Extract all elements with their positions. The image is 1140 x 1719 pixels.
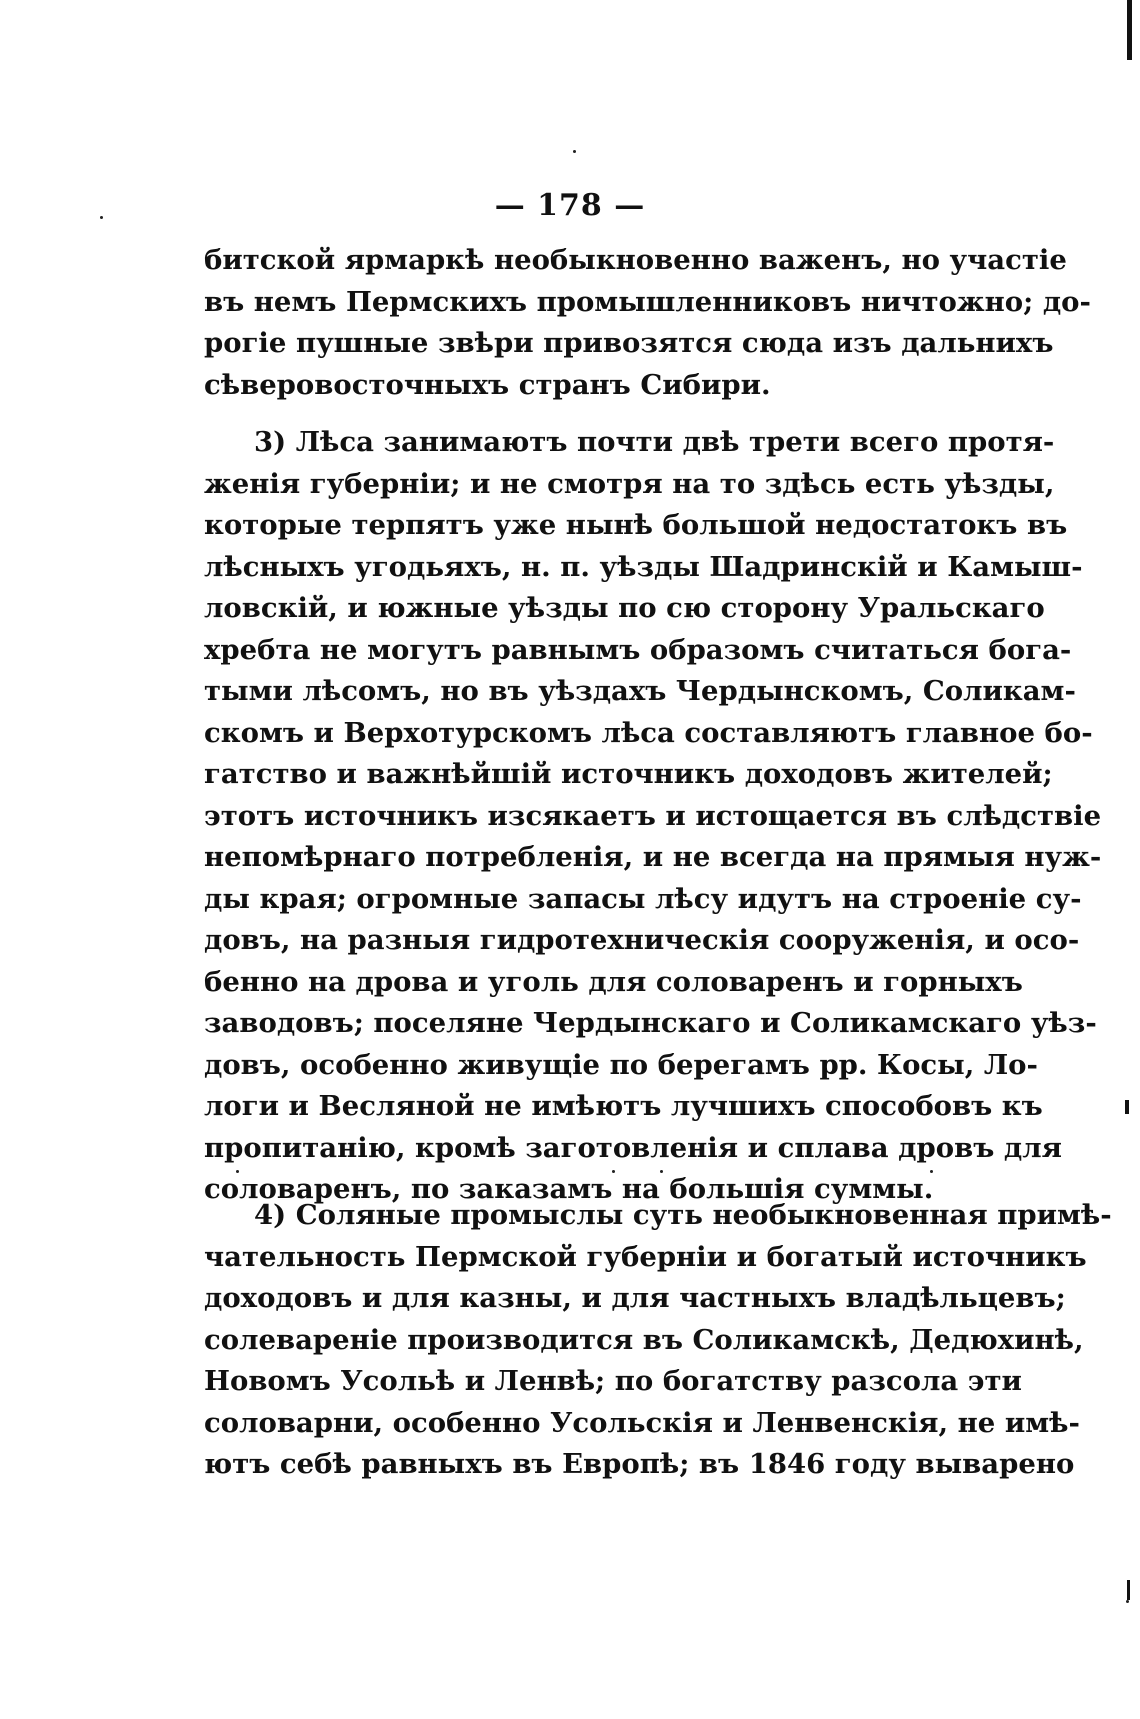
text-line: женія губерніи; и не смотря на то здѣсь есть уѣзды, — [204, 467, 1055, 500]
text-line: этотъ источникъ изсякаетъ и истощается въ слѣдствіе — [204, 799, 1102, 832]
text-line: солевареніе производится въ Соликамскѣ, Дедюхинѣ, — [204, 1323, 1084, 1356]
text-line: лѣсныхъ угодьяхъ, н. п. уѣзды Шадринскій и Камыш- — [204, 550, 1083, 583]
scan-speck — [236, 1170, 239, 1173]
text-line: 3) Лѣса занимаютъ почти двѣ трети всего протя- — [254, 426, 1055, 458]
text-line: чательность Пермской губерніи и богатый источникъ — [204, 1240, 1087, 1273]
text-line: пропитанію, кромѣ заготовленія и сплава дровъ для — [204, 1131, 1062, 1164]
text-line: хребта не могутъ равнымъ образомъ считаться бога- — [204, 633, 1072, 666]
paragraph-salt-works — [204, 1195, 1112, 1486]
text-line: довъ, на разныя гидротехническія сооруженія, и осо- — [204, 924, 1080, 956]
text-line: скомъ и Верхотурскомъ лѣса составляютъ главное бо- — [204, 716, 1093, 749]
scan-speck — [612, 1170, 615, 1173]
scan-margin-mark — [1127, 0, 1132, 60]
text-line: рогіе пушные звѣри привозятся сюда изъ дальнихъ — [204, 327, 1054, 359]
text-line: соловаренъ, по заказамъ на большія суммы. — [204, 1173, 934, 1205]
text-line: ловскій, и южные уѣзды по сю сторону Уральскаго — [204, 592, 1045, 624]
text-line: тыми лѣсомъ, но въ уѣздахъ Чердынскомъ, Соликам- — [204, 675, 1076, 707]
text-line: ютъ себѣ равныхъ въ Европѣ; въ 1846 году выварено — [204, 1448, 1075, 1480]
text-line: логи и Весляной не имѣютъ лучшихъ способовъ къ — [204, 1090, 1043, 1122]
text-line: соловарни, особенно Усольскія и Ленвенскія, не имѣ- — [204, 1406, 1080, 1439]
text-line: непомѣрнаго потребленія, и не всегда на прямыя нуж- — [204, 841, 1102, 873]
text-line: сѣверовосточныхъ странъ Сибири. — [204, 368, 771, 401]
page-number: — 178 — — [494, 188, 646, 223]
text-line: заводовъ; поселяне Чердынскаго и Соликамскаго уѣз- — [204, 1007, 1097, 1039]
paragraph-forests — [204, 422, 1102, 1211]
scan-speck — [573, 150, 576, 153]
scan-margin-mark — [1127, 1580, 1130, 1600]
text-line: которые терпятъ уже нынѣ большой недостатокъ въ — [204, 509, 1068, 541]
text-line: доходовъ и для казны, и для частныхъ владѣльцевъ; — [204, 1282, 1066, 1314]
text-line: битской ярмаркѣ необыкновенно важенъ, но участіе — [204, 244, 1067, 276]
text-line: Новомъ Усольѣ и Ленвѣ; по богатству разсола эти — [204, 1365, 1022, 1397]
text-line: ды края; огромные запасы лѣсу идутъ на строеніе су- — [204, 882, 1082, 915]
scan-speck — [930, 1170, 933, 1173]
text-line: въ немъ Пермскихъ промышленниковъ ничтожно; до- — [204, 285, 1091, 318]
paragraph-fairs — [204, 240, 1091, 406]
scan-speck — [100, 216, 103, 219]
scan-margin-mark — [1125, 1100, 1129, 1114]
scan-speck — [1126, 1600, 1129, 1603]
text-line: гатство и важнѣйшій источникъ доходовъ жителей; — [204, 758, 1053, 790]
text-line: довъ, особенно живущіе по берегамъ рр. Косы, Ло- — [204, 1048, 1038, 1081]
scan-speck — [660, 1170, 663, 1173]
text-line: 4) Соляные промыслы суть необыкновенная примѣ- — [254, 1199, 1112, 1231]
text-line: бенно на дрова и уголь для соловаренъ и горныхъ — [204, 965, 1023, 998]
